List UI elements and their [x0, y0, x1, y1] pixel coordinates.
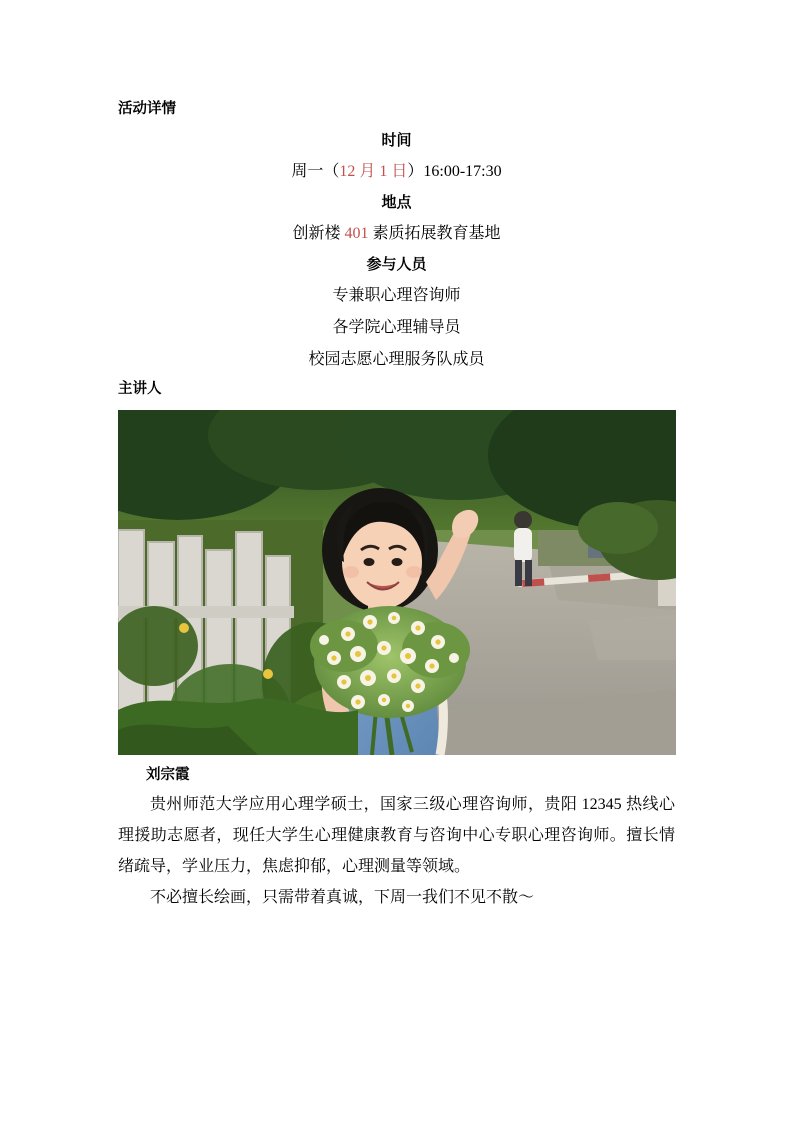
time-heading: 时间	[381, 132, 412, 149]
place-room-number: 401	[344, 225, 369, 242]
time-weekday-close: ）	[407, 163, 424, 180]
activity-details-label: 活动详情	[118, 101, 176, 117]
time-weekday-open: 周一（	[291, 163, 340, 180]
speaker-label: 主讲人	[118, 381, 162, 397]
closing-line: 不必擅长绘画，只需带着真诚，下周一我们不见不散～	[150, 889, 535, 906]
time-range: 16:00-17:30	[423, 163, 502, 180]
place-text-before: 创新楼	[292, 225, 345, 242]
time-value	[118, 156, 675, 188]
speaker-photo	[118, 410, 676, 755]
place-value	[118, 218, 675, 250]
speaker-bio: 贵州师范大学应用心理学硕士，国家三级心理咨询师，贵阳 12345 热线心理援助志愿者，现任大学生心理健康教育与咨询中心专职心理咨询师。擅长情绪疏导，学业压力，焦虑抑郁，心理测量等领域。	[118, 796, 675, 875]
participants-item-1: 专兼职心理咨询师	[332, 287, 461, 304]
time-date: 12 月 1 日	[339, 163, 408, 180]
speaker-name: 刘宗霞	[146, 767, 190, 783]
participants-item-3: 校园志愿心理服务队成员	[308, 351, 485, 368]
place-text-after: 素质拓展教育基地	[368, 225, 501, 242]
place-heading: 地点	[381, 194, 412, 211]
participants-item-2: 各学院心理辅导员	[332, 319, 461, 336]
participants-heading: 参与人员	[366, 256, 427, 273]
